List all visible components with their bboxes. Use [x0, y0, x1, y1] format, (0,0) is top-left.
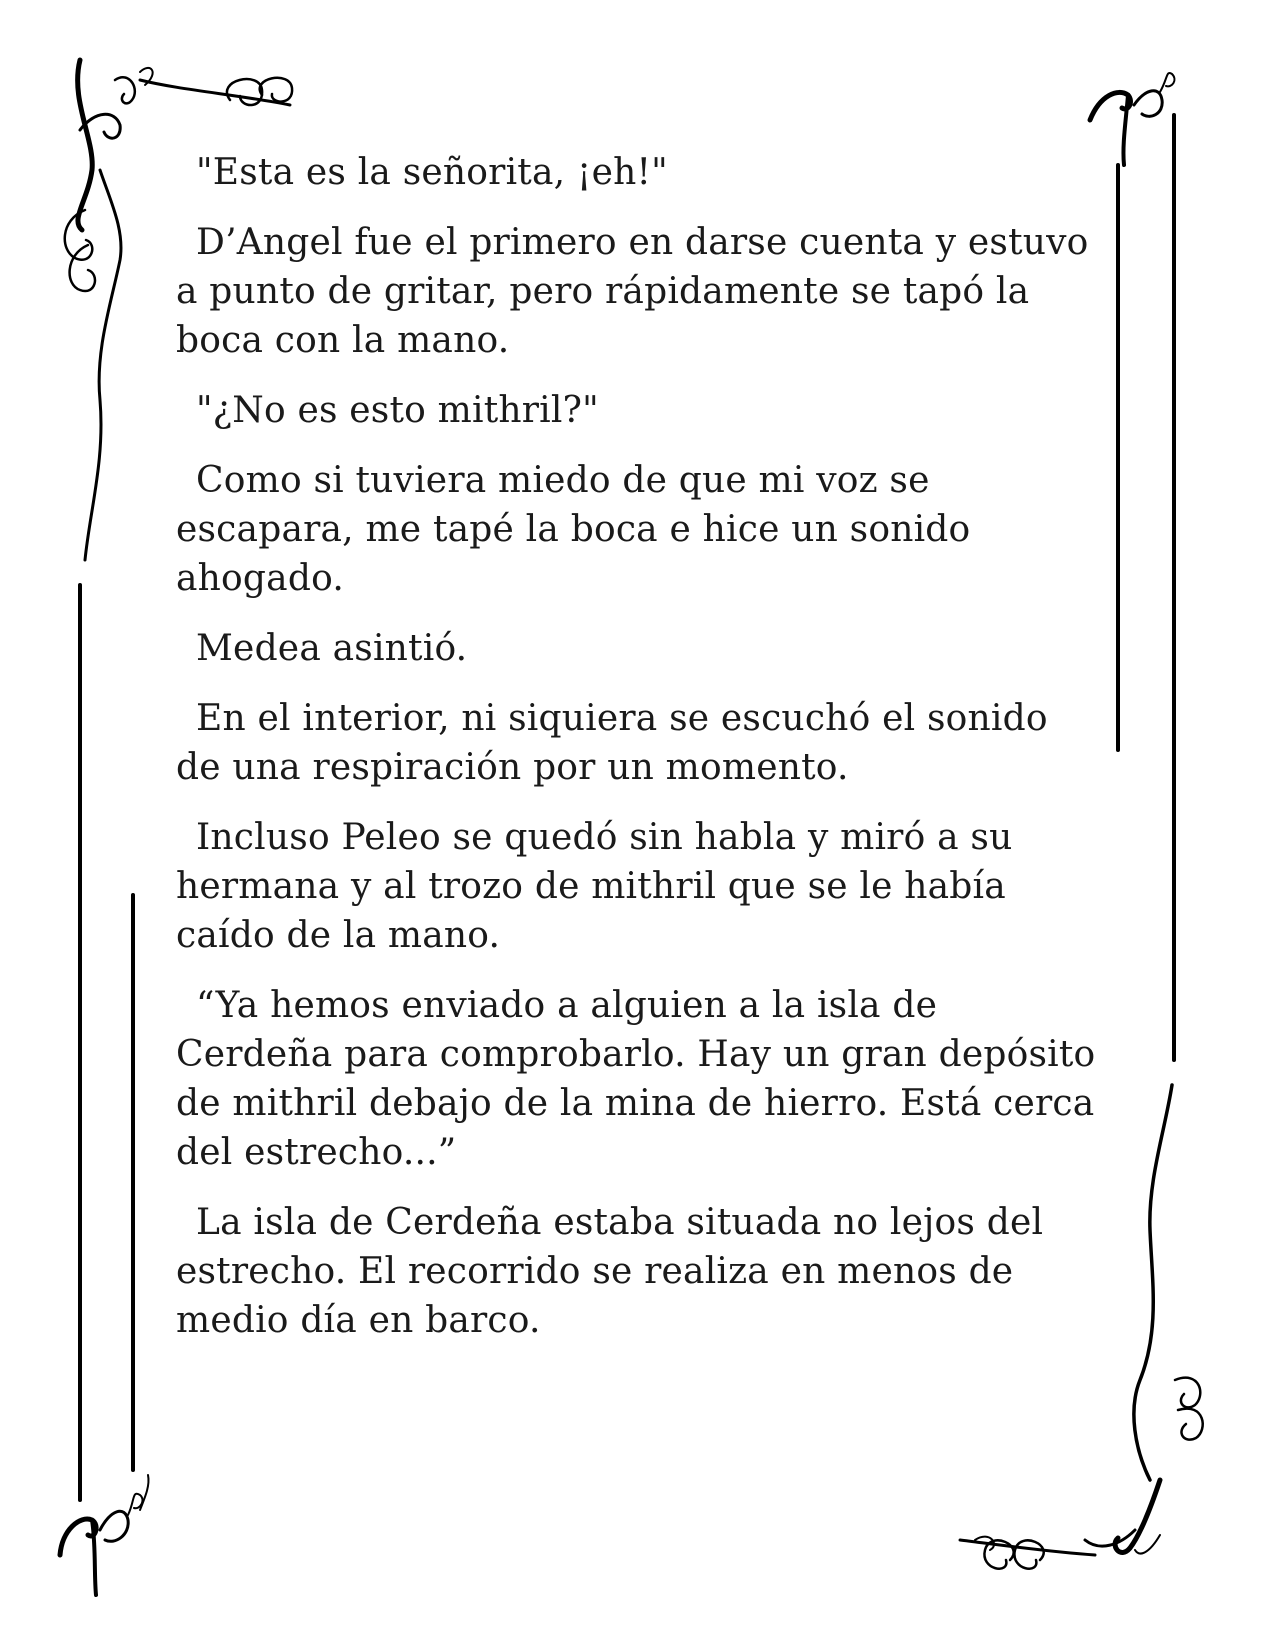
- paragraph: La isla de Cerdeña estaba situada no lejos del estrecho. El recorrido se realiza en menos de medio día en barco.: [176, 1202, 1044, 1341]
- top-right-flourish-icon: [1090, 73, 1174, 165]
- paragraph: D’Angel fue el primero en darse cuenta y estuvo a punto de gritar, pero rápidamente se tapó la boca con la mano.: [176, 222, 1089, 361]
- paragraph: “Ya hemos enviado a alguien a la isla de Cerdeña para comprobarlo. Hay un gran depósito de mithril debajo de la mina de hierro. Está cerca del estrecho...”: [176, 985, 1096, 1173]
- page-text: [176, 148, 1096, 1366]
- paragraph: Medea asintió.: [196, 628, 468, 669]
- paragraph: "¿No es esto mithril?": [196, 390, 599, 431]
- paragraph: Incluso Peleo se quedó sin habla y miró a su hermana y al trozo de mithril que se le había caído de la mano.: [176, 817, 1013, 956]
- paragraph: "Esta es la señorita, ¡eh!": [196, 152, 668, 193]
- paragraph: Como si tuviera miedo de que mi voz se escapara, me tapé la boca e hice un sonido ahogado.: [176, 460, 971, 599]
- paragraph: En el interior, ni siquiera se escuchó el sonido de una respiración por un momento.: [176, 698, 1048, 788]
- bottom-left-flourish-icon: [60, 1475, 149, 1595]
